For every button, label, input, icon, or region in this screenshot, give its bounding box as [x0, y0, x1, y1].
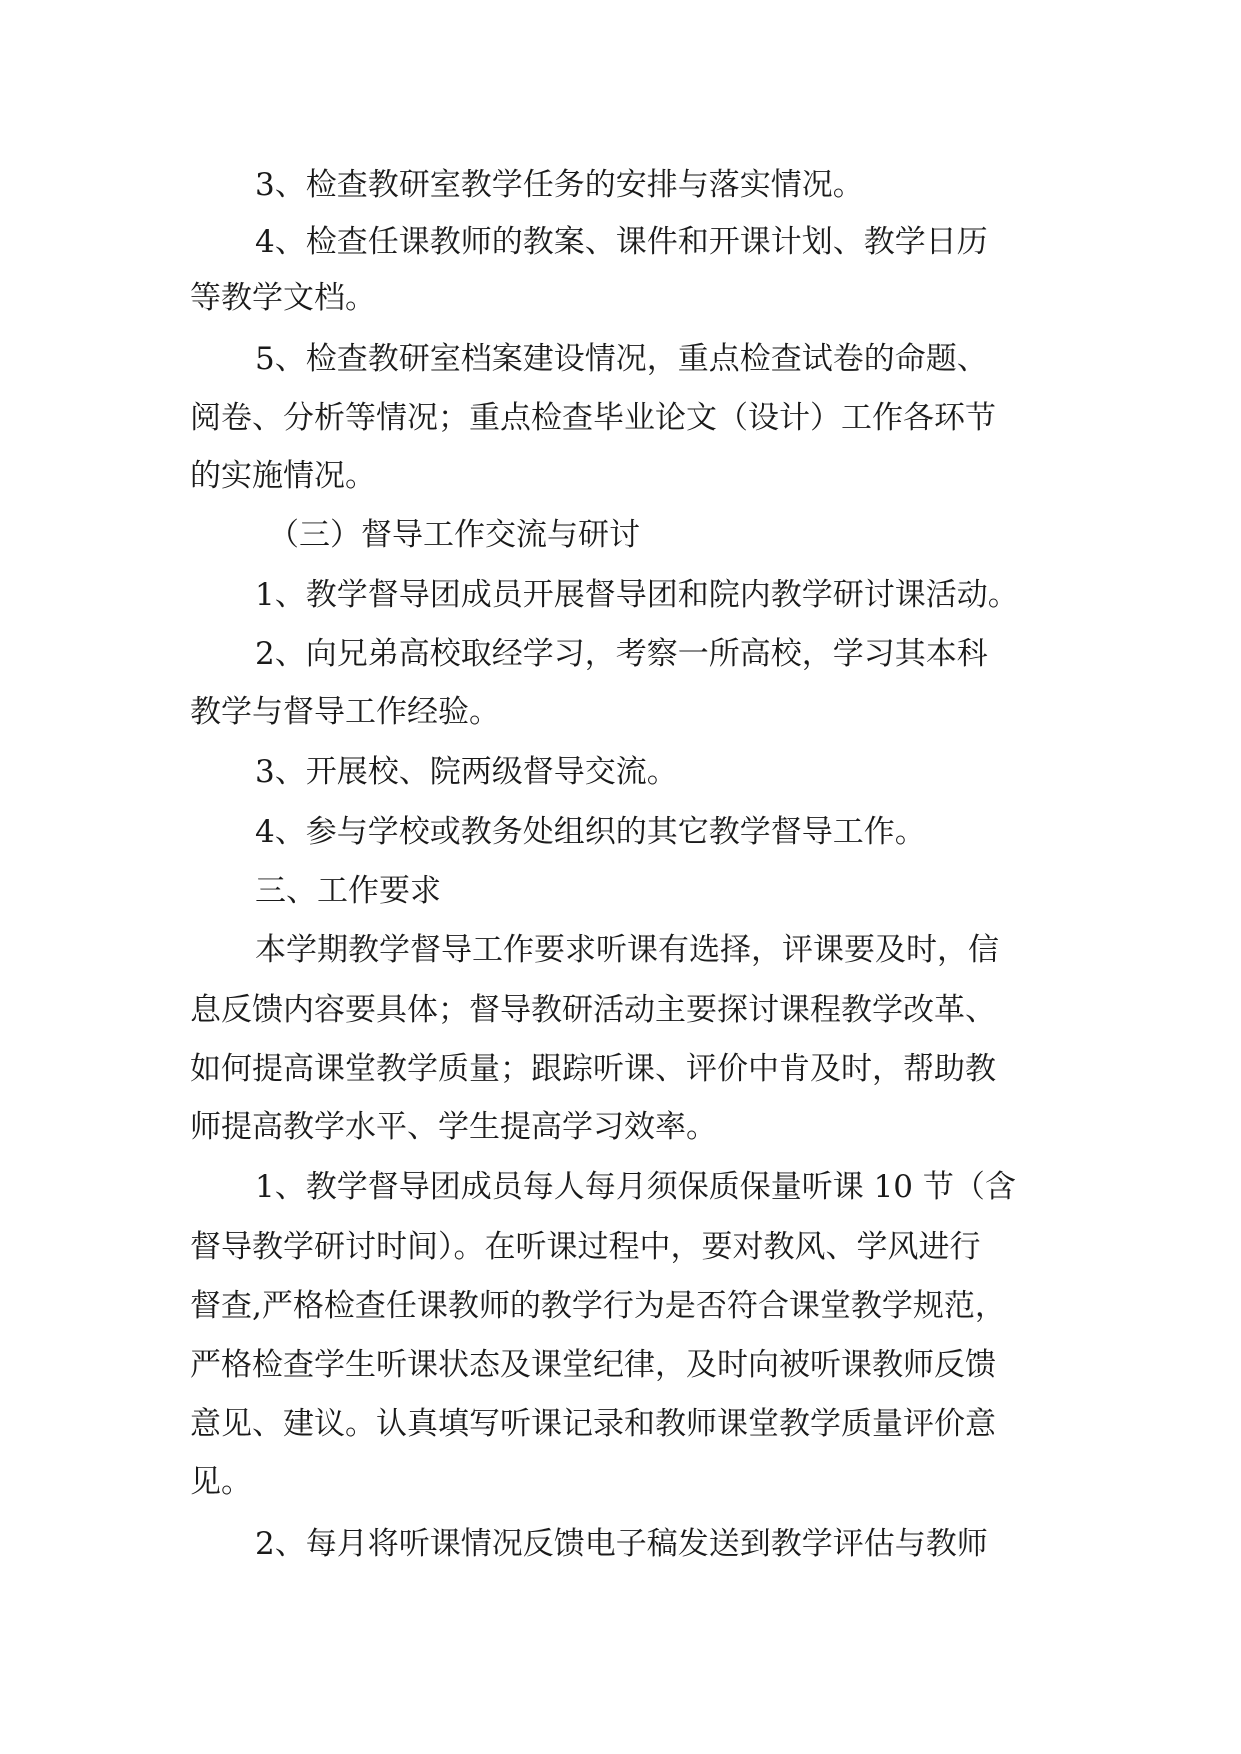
text-line — [0, 682, 1241, 742]
text-line-content: 息反馈内容要具体；督导教研活动主要探讨课程教学改革、 — [190, 992, 996, 1028]
text-line — [0, 742, 1241, 802]
text-line — [0, 565, 1241, 625]
text-line-content: 2、每月将听课情况反馈电子稿发送到教学评估与教师 — [255, 1526, 988, 1562]
text-line-content: 本学期教学督导工作要求听课有选择，评课要及时，信 — [255, 932, 999, 968]
text-line — [0, 212, 1241, 272]
text-line — [0, 388, 1241, 448]
text-line — [0, 329, 1241, 389]
section-heading-text: 三、工作要求 — [255, 873, 441, 909]
text-line-content: 督查,严格检查任课教师的教学行为是否符合课堂教学规范， — [190, 1288, 1006, 1324]
text-line — [0, 1452, 1241, 1512]
text-line-content: 等教学文档。 — [190, 280, 376, 316]
text-line — [0, 1394, 1241, 1454]
text-line-content: 4、检查任课教师的教案、课件和开课计划、教学日历 — [255, 224, 988, 260]
text-line-content: 教学与督导工作经验。 — [190, 694, 500, 730]
text-line — [0, 268, 1241, 328]
text-line-content: 4、参与学校或教务处组织的其它教学督导工作。 — [255, 814, 926, 850]
text-line — [0, 980, 1241, 1040]
text-line — [0, 1097, 1241, 1157]
text-line — [0, 155, 1241, 215]
text-line-content: 1、教学督导团成员每人每月须保质保量听课 10 节（含 — [255, 1169, 1016, 1205]
text-line-content: 2、向兄弟高校取经学习，考察一所高校，学习其本科 — [255, 636, 988, 672]
text-line — [0, 1217, 1241, 1277]
text-line-content: 阅卷、分析等情况；重点检查毕业论文（设计）工作各环节 — [190, 400, 996, 436]
text-line-content: 的实施情况。 — [190, 458, 376, 494]
text-line — [0, 1039, 1241, 1099]
text-line-content: 5、检查教研室档案建设情况，重点检查试卷的命题、 — [255, 341, 988, 377]
text-line-content: 见。 — [190, 1464, 252, 1500]
text-line-content: 师提高教学水平、学生提高学习效率。 — [190, 1109, 717, 1145]
text-line-content: 督导教学研讨时间）。在听课过程中，要对教风、学风进行 — [190, 1229, 981, 1265]
text-line-content: 3、检查教研室教学任务的安排与落实情况。 — [255, 167, 864, 203]
text-line-content: 1、教学督导团成员开展督导团和院内教学研讨课活动。 — [255, 577, 1019, 613]
text-line — [0, 446, 1241, 506]
text-line — [0, 1157, 1241, 1217]
text-line — [0, 624, 1241, 684]
text-line-content: 意见、建议。认真填写听课记录和教师课堂教学质量评价意 — [190, 1406, 996, 1442]
section-heading-text: （三）督导工作交流与研讨 — [268, 517, 640, 553]
text-line — [0, 1276, 1241, 1336]
section-heading — [0, 505, 1241, 565]
text-line — [0, 1335, 1241, 1395]
section-heading — [0, 861, 1241, 921]
text-line-content: 3、开展校、院两级督导交流。 — [255, 754, 678, 790]
text-line-content: 如何提高课堂教学质量；跟踪听课、评价中肯及时，帮助教 — [190, 1051, 996, 1087]
text-line-content: 严格检查学生听课状态及课堂纪律，及时向被听课教师反馈 — [190, 1347, 996, 1383]
text-line — [0, 1514, 1241, 1574]
text-line — [0, 920, 1241, 980]
text-line — [0, 802, 1241, 862]
